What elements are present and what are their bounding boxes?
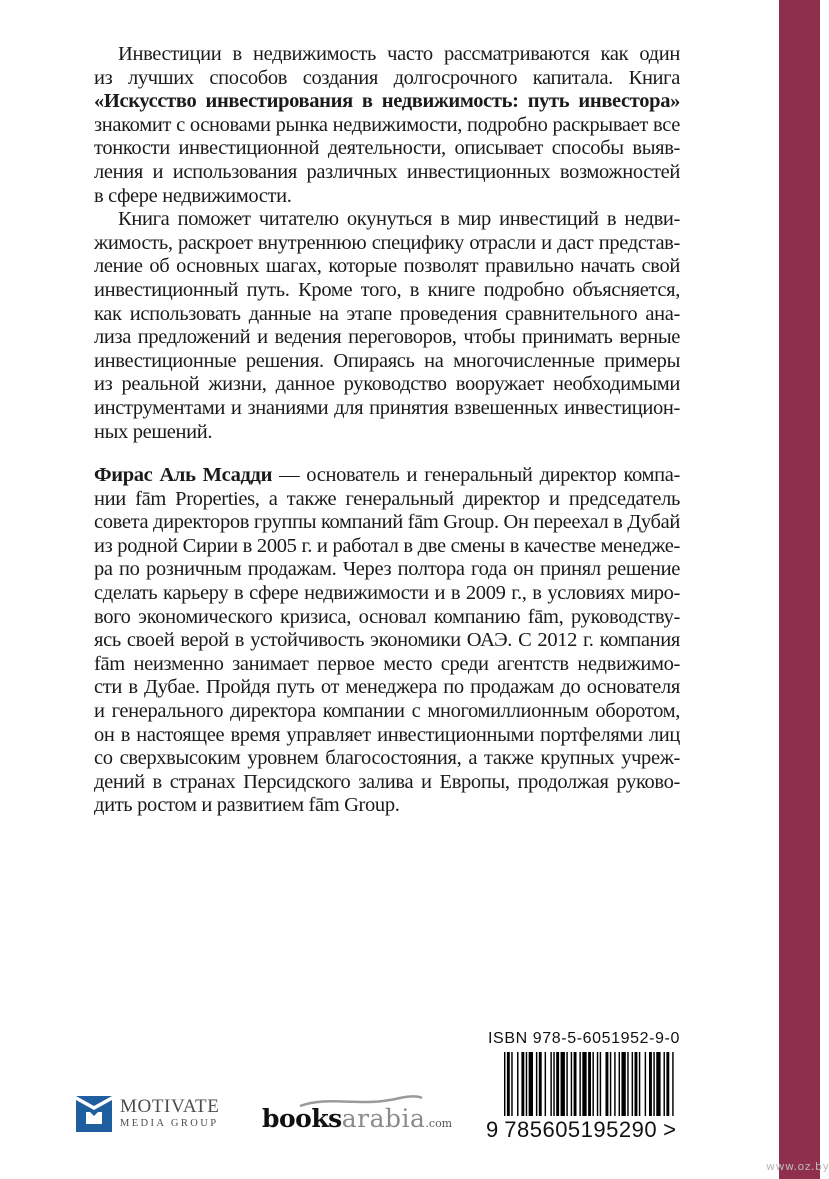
watermark: www.oz.by <box>766 1160 829 1173</box>
barcode-bar <box>556 1052 559 1116</box>
barcode-bar <box>592 1052 593 1116</box>
book-description-paragraph <box>94 208 680 444</box>
author-name: Фирас Аль Мсадди <box>94 464 273 487</box>
barcode-bar <box>517 1052 518 1116</box>
text-line: лиза предложений и ведения переговоров, чтобы принимать верные <box>94 326 680 349</box>
text-line: сти в Дубае. Пройдя путь от менеджера по продажам до основателя <box>94 676 680 699</box>
barcode-bar <box>504 1052 505 1116</box>
barcode-bar <box>610 1052 611 1116</box>
barcode-bar <box>639 1052 640 1116</box>
text-line: и генерального директора компании с многомиллионным оборотом, <box>94 700 680 723</box>
barcode-bar <box>588 1052 591 1116</box>
dotcom-wordmark: .com <box>425 1117 453 1130</box>
barcode-digits <box>486 1118 726 1142</box>
text-line-content: — основатель и генеральный директор компа- <box>279 464 680 487</box>
barcode-bar <box>627 1052 628 1116</box>
barcode-bar <box>656 1052 660 1116</box>
text-line: сделать карьеру в сфере недвижимости и в 2009 г., в условиях миро- <box>94 582 680 605</box>
text-line: он в настоящее время управляет инвестиционными портфелями лиц <box>94 723 680 746</box>
text-line: ных решений. <box>94 420 213 443</box>
books-wordmark: books <box>262 1104 342 1133</box>
barcode-bar <box>511 1052 512 1116</box>
motivate-media-group-logo <box>76 1096 219 1132</box>
text-line: ра по розничным продажам. Через полтора года он принял решение <box>94 558 680 581</box>
motivate-m-icon <box>76 1096 112 1132</box>
barcode-bar <box>536 1052 537 1116</box>
text-line: совета директоров группы компаний fām Group. Он переехал в Дубай <box>94 511 680 534</box>
barcode-bar <box>614 1052 615 1116</box>
barcode-bar <box>574 1052 577 1116</box>
text-line: «Искусство инвестирования в недвижимость: путь инвестора» <box>94 90 680 113</box>
barcode-first-digit: 9 <box>486 1117 499 1142</box>
barcode-bar <box>635 1052 638 1116</box>
text-line: инвестиционные решения. Опираясь на многочисленные примеры <box>94 349 680 372</box>
barcode-bar <box>632 1052 633 1116</box>
barcode-bar <box>539 1052 542 1116</box>
text-line: в сфере недвижимости. <box>94 184 292 207</box>
text-line: ления и использования различных инвестиционных возможностей <box>94 160 680 183</box>
text-line: нии fām Properties, а также генеральный директор и председатель <box>94 487 680 510</box>
text-line: дений в странах Персидского залива и Европы, продолжая руково- <box>94 770 680 793</box>
text-line: вого экономического кризиса, основал компанию fām, руководству- <box>94 605 680 628</box>
barcode-bar <box>529 1052 533 1116</box>
barcode-bars <box>504 1052 684 1116</box>
text-line <box>94 464 680 488</box>
barcode-bar <box>553 1052 554 1116</box>
text-line: как использовать данные на этапе проведения сравнительного ана- <box>94 302 680 325</box>
media-group-wordmark: MEDIA GROUP <box>120 1118 219 1129</box>
barcode-bar <box>566 1052 567 1116</box>
text-line: тонкости инвестиционной деятельности, описывает способы выяв- <box>94 137 680 160</box>
barcode-bar <box>571 1052 572 1116</box>
barcode-number: 785605195290 <box>504 1117 658 1142</box>
text-line: из лучших способов создания долгосрочного капитала. Книга <box>94 66 680 89</box>
isbn-block <box>486 1030 726 1142</box>
barcode-bar <box>561 1052 565 1116</box>
text-line: инвестиционный путь. Кроме того, в книге подробно объясняется, <box>94 278 680 301</box>
barcode-bar <box>579 1052 580 1116</box>
text-line: из родной Сирии в 2005 г. и работал в две смены в качестве менедже- <box>94 534 680 557</box>
text-line: ясь своей верой в устойчивость экономики ОАЭ. С 2012 г. компания <box>94 629 680 652</box>
barcode-bar <box>521 1052 524 1116</box>
text-line: инструментами и знаниями для принятия взвешенных инвестицион- <box>94 396 680 419</box>
barcode <box>486 1052 726 1142</box>
barcode-bar <box>653 1052 654 1116</box>
barcode-bar <box>545 1052 546 1116</box>
author-bio-paragraph <box>94 464 680 818</box>
book-spine-stripe <box>779 0 820 1179</box>
barcode-bar <box>606 1052 609 1116</box>
barcode-bar <box>507 1052 510 1116</box>
back-cover-text <box>94 43 680 818</box>
text-line: из реальной жизни, данное руководство вооружает необходимыми <box>94 373 680 396</box>
text-line: дить ростом и развитием fām Group. <box>94 794 400 817</box>
barcode-bar <box>597 1052 598 1116</box>
barcode-bar <box>672 1052 673 1116</box>
barcode-arrow: > <box>663 1117 676 1142</box>
barcode-bar <box>621 1052 625 1116</box>
booksarabia-logo <box>260 1094 460 1136</box>
barcode-bar <box>664 1052 665 1116</box>
isbn-label: ISBN 978-5-6051952-9-0 <box>488 1030 680 1047</box>
barcode-bar <box>619 1052 620 1116</box>
barcode-bar <box>649 1052 652 1116</box>
barcode-bar <box>550 1052 551 1116</box>
text-line: fām неизменно занимает первое место среди агентств недвижимо- <box>94 652 680 675</box>
barcode-bar <box>645 1052 646 1116</box>
text-line: Книга поможет читателю окунуться в мир инвестиций в недви- <box>118 208 680 231</box>
barcode-bar <box>526 1052 527 1116</box>
motivate-wordmark: MOTIVATE <box>120 1096 220 1117</box>
arabia-wordmark: arabia <box>341 1104 426 1133</box>
text-line: знакомит с основами рынка недвижимости, подробно раскрывает все <box>94 113 680 136</box>
barcode-bar <box>600 1052 601 1116</box>
barcode-bar <box>666 1052 669 1116</box>
text-line: со сверхвысоким уровнем благосостояния, а также крупных учреж- <box>94 747 680 770</box>
intro-paragraph <box>94 43 680 208</box>
text-line: жимость, раскроет внутреннюю специфику отрасли и даст представ- <box>94 231 680 254</box>
barcode-bar <box>582 1052 586 1116</box>
text-line: ление об основных шагах, которые позволят правильно начать свой <box>94 255 680 278</box>
text-line: Инвестиции в недвижимость часто рассматриваются как один <box>118 43 680 65</box>
